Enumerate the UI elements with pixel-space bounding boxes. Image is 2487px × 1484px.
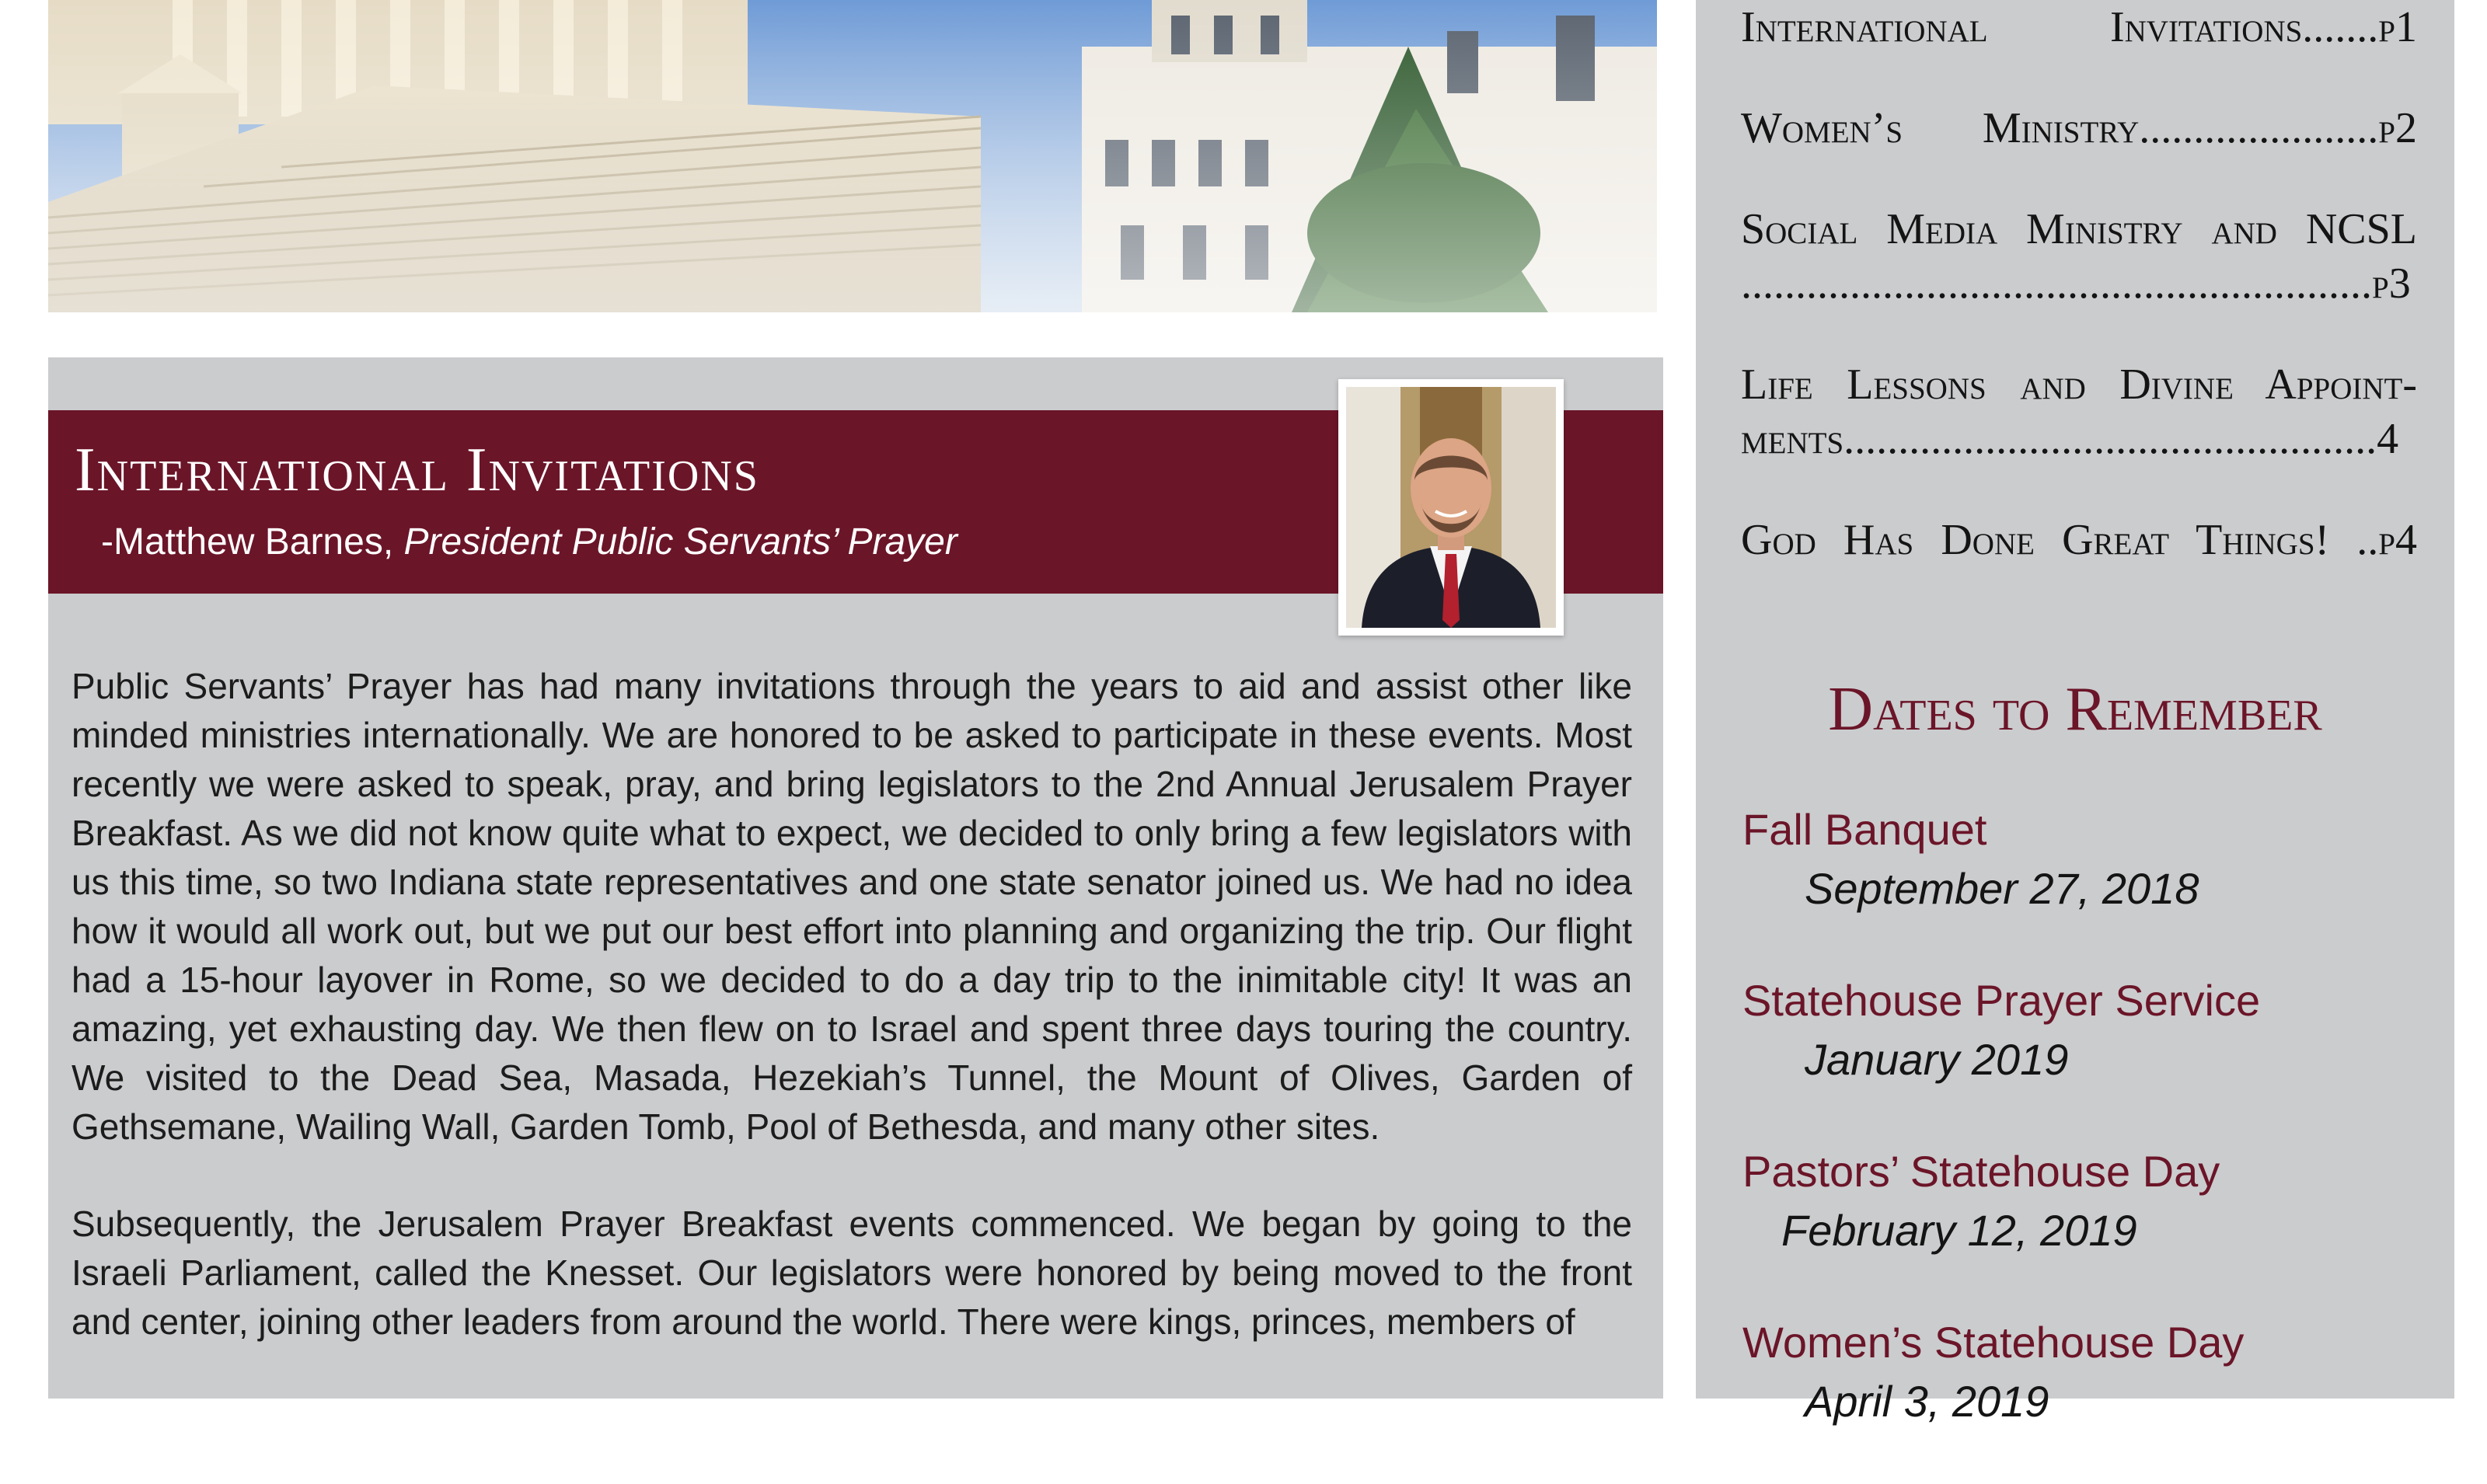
event-item (1742, 971, 2426, 1142)
event-item (1742, 1142, 2426, 1313)
byline-role: President Public Servants’ Prayer (403, 521, 957, 563)
event-date: February 12, 2019 (1781, 1206, 2137, 1255)
article-title: International Invitations (75, 436, 759, 504)
event-item (1742, 1313, 2426, 1484)
toc-item[interactable]: Women’s Ministry......................p2 (1741, 104, 2417, 152)
event-date: April 3, 2019 (1805, 1377, 2049, 1426)
event-date: January 2019 (1805, 1035, 2069, 1084)
article-panel (48, 357, 1663, 1399)
article-body (72, 662, 1632, 1395)
statehouse-illustration (48, 0, 1657, 312)
event-item (1742, 800, 2426, 971)
event-name: Women’s Statehouse Day (1742, 1318, 2245, 1367)
toc-item[interactable]: God Has Done Great Things! ..p4 (1741, 516, 2417, 564)
byline-author: -Matthew Barnes, (101, 521, 404, 563)
table-of-contents (1741, 0, 2417, 614)
dates-heading: Dates to Remember (1828, 675, 2322, 744)
event-name: Pastors’ Statehouse Day (1742, 1147, 2220, 1196)
event-date: September 27, 2018 (1805, 864, 2199, 913)
author-portrait (1338, 379, 1564, 636)
toc-item[interactable]: International Invitations.......p1 (1741, 3, 2417, 51)
event-list (1742, 800, 2426, 1484)
event-name: Statehouse Prayer Service (1742, 976, 2261, 1025)
portrait-photo (1346, 387, 1556, 628)
sidebar (1696, 0, 2454, 1426)
article-paragraph: Subsequently, the Jerusalem Prayer Breakfast events commenced. We began by going to the Israeli Parliament, called the Knesset. Our legislators were honored by being moved to the front and center, joining other leaders from around the world. There were kings, princes, members of (72, 1204, 1632, 1342)
toc-item[interactable]: Life Lessons and Divine Appoint-ments.................................................4 (1741, 361, 2417, 463)
toc-item[interactable]: Social Media Ministry and NCSL ..........................................................p3 (1741, 205, 2417, 308)
event-name: Fall Banquet (1742, 805, 1987, 854)
hero-photo (48, 0, 1657, 312)
article-byline (101, 521, 957, 563)
article-paragraph: Public Servants’ Prayer has had many invitations through the years to aid and assist other like minded ministries internationally. We are honored to be asked to participate in these events. Most recently we were asked to speak, pray, and bring legislators to the 2nd Annual Jerusalem Prayer Breakfast. As we did not know quite what to expect, we decided to only bring a few legislators with us this time, so two Indiana state representatives and one state senator joined us. We had no idea how it would all work out, but we put our best effort into planning and organizing the trip. Our flight had a 15-hour layover in Rome, so we decided to do a day trip to the inimitable city! It was an amazing, yet exhausting day. We then flew on to Israel and spent three days touring the country. We visited to the Dead Sea, Masada, Hezekiah’s Tunnel, the Mount of Olives, Garden of Gethsemane, Wailing Wall, Garden Tomb, Pool of Bethesda, and many other sites. (72, 666, 1632, 1147)
